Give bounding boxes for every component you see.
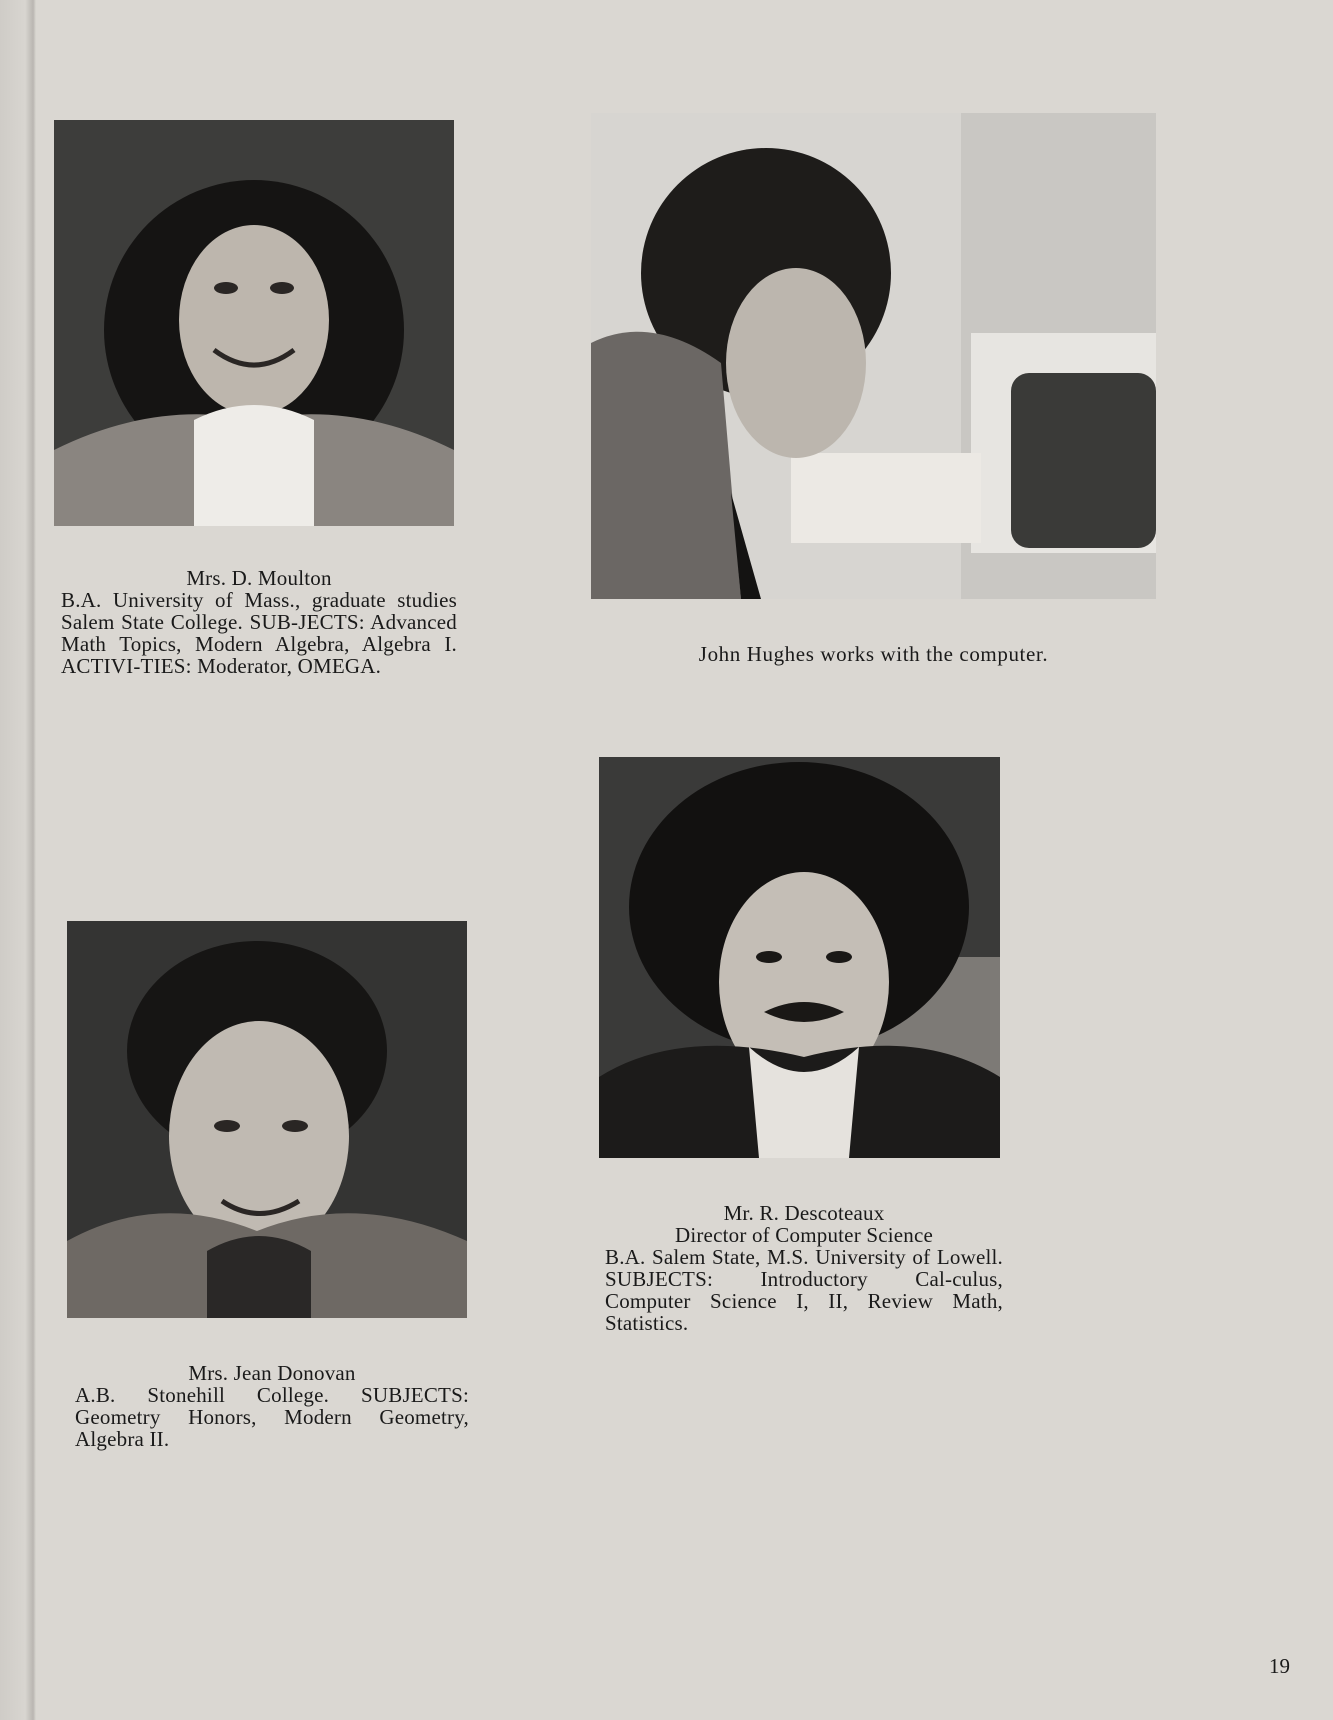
caption-donovan-name: Mrs. Jean Donovan bbox=[188, 1361, 356, 1385]
photo-moulton bbox=[54, 120, 454, 526]
page-number: 19 bbox=[1269, 1654, 1290, 1678]
caption-hughes bbox=[591, 643, 1156, 665]
caption-moulton bbox=[61, 567, 457, 677]
caption-descoteaux-name: Mr. R. Descoteaux bbox=[723, 1201, 885, 1225]
photo-descoteaux bbox=[599, 757, 1000, 1158]
photo-donovan bbox=[67, 921, 467, 1318]
photo-hughes bbox=[591, 113, 1156, 599]
caption-descoteaux-title: Director of Computer Science bbox=[674, 1223, 934, 1247]
caption-donovan bbox=[75, 1362, 469, 1450]
caption-descoteaux bbox=[605, 1202, 1003, 1334]
page-binding-edge bbox=[0, 0, 36, 1720]
caption-donovan-details: A.B. Stonehill College. SUBJECTS: Geometry Honors, Modern Geometry, Algebra II. bbox=[75, 1383, 469, 1451]
caption-descoteaux-details: B.A. Salem State, M.S. University of Lowell. SUBJECTS: Introductory Cal-culus, Computer Science I, II, Review Math, Statistics. bbox=[605, 1245, 1003, 1335]
caption-moulton-details: B.A. University of Mass., graduate studies Salem State College. SUB-JECTS: Advanced Math Topics, Modern Algebra, Algebra I. ACTIVI-TIES: Moderator, OMEGA. bbox=[61, 588, 457, 678]
caption-moulton-name: Mrs. D. Moulton bbox=[186, 566, 332, 590]
caption-hughes-text: John Hughes works with the computer. bbox=[698, 642, 1049, 666]
